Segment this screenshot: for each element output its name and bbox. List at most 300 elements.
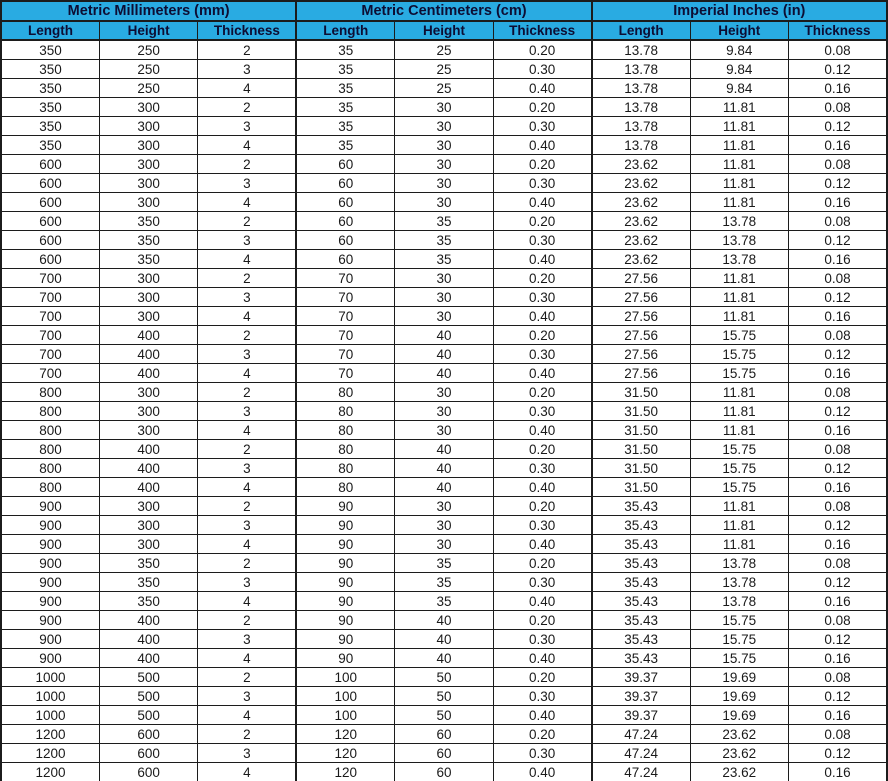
- table-cell: 70: [296, 326, 394, 345]
- table-cell: 60: [395, 744, 493, 763]
- table-cell: 900: [1, 497, 99, 516]
- table-cell: 13.78: [690, 212, 788, 231]
- table-cell: 0.08: [789, 611, 888, 630]
- table-cell: 4: [198, 364, 296, 383]
- table-cell: 30: [395, 155, 493, 174]
- table-row: [1, 649, 887, 668]
- table-cell: 300: [99, 421, 197, 440]
- table-cell: 35.43: [592, 516, 690, 535]
- table-cell: 0.12: [789, 687, 888, 706]
- table-cell: 0.08: [789, 269, 888, 288]
- table-row: [1, 212, 887, 231]
- table-cell: 500: [99, 668, 197, 687]
- table-cell: 31.50: [592, 383, 690, 402]
- table-cell: 9.84: [690, 60, 788, 79]
- table-row: [1, 535, 887, 554]
- table-cell: 23.62: [592, 231, 690, 250]
- table-cell: 0.40: [493, 364, 591, 383]
- table-row: [1, 364, 887, 383]
- table-cell: 350: [1, 136, 99, 155]
- table-cell: 2: [198, 40, 296, 60]
- table-cell: 3: [198, 516, 296, 535]
- column-header-length-cm: Length: [296, 21, 394, 40]
- table-cell: 2: [198, 497, 296, 516]
- table-cell: 35: [296, 79, 394, 98]
- table-cell: 800: [1, 459, 99, 478]
- table-cell: 11.81: [690, 117, 788, 136]
- table-cell: 3: [198, 345, 296, 364]
- table-row: [1, 269, 887, 288]
- table-cell: 0.40: [493, 478, 591, 497]
- table-cell: 350: [99, 212, 197, 231]
- table-cell: 0.16: [789, 649, 888, 668]
- table-cell: 2: [198, 383, 296, 402]
- table-cell: 300: [99, 535, 197, 554]
- table-cell: 900: [1, 630, 99, 649]
- table-row: [1, 763, 887, 781]
- table-cell: 0.40: [493, 136, 591, 155]
- table-cell: 3: [198, 60, 296, 79]
- table-cell: 0.30: [493, 573, 591, 592]
- table-row: [1, 117, 887, 136]
- table-cell: 90: [296, 611, 394, 630]
- table-cell: 0.16: [789, 364, 888, 383]
- table-cell: 35.43: [592, 554, 690, 573]
- table-cell: 900: [1, 516, 99, 535]
- table-cell: 350: [1, 98, 99, 117]
- table-cell: 1000: [1, 668, 99, 687]
- table-cell: 0.40: [493, 193, 591, 212]
- table-cell: 400: [99, 630, 197, 649]
- table-row: [1, 478, 887, 497]
- table-cell: 15.75: [690, 649, 788, 668]
- table-cell: 350: [99, 250, 197, 269]
- table-row: [1, 193, 887, 212]
- table-cell: 70: [296, 307, 394, 326]
- table-cell: 47.24: [592, 763, 690, 781]
- table-cell: 30: [395, 98, 493, 117]
- table-cell: 0.12: [789, 60, 888, 79]
- table-cell: 0.30: [493, 231, 591, 250]
- table-cell: 2: [198, 725, 296, 744]
- table-cell: 90: [296, 535, 394, 554]
- table-cell: 3: [198, 573, 296, 592]
- table-row: [1, 155, 887, 174]
- table-cell: 40: [395, 478, 493, 497]
- table-cell: 11.81: [690, 136, 788, 155]
- table-cell: 27.56: [592, 269, 690, 288]
- table-cell: 0.30: [493, 174, 591, 193]
- table-cell: 40: [395, 326, 493, 345]
- table-cell: 9.84: [690, 40, 788, 60]
- table-cell: 700: [1, 326, 99, 345]
- table-cell: 600: [1, 193, 99, 212]
- table-row: [1, 421, 887, 440]
- table-cell: 15.75: [690, 478, 788, 497]
- table-cell: 30: [395, 117, 493, 136]
- table-cell: 0.20: [493, 212, 591, 231]
- table-cell: 23.62: [592, 193, 690, 212]
- table-cell: 0.20: [493, 725, 591, 744]
- table-cell: 4: [198, 535, 296, 554]
- table-cell: 13.78: [592, 117, 690, 136]
- table-cell: 0.30: [493, 345, 591, 364]
- table-cell: 50: [395, 668, 493, 687]
- table-cell: 800: [1, 383, 99, 402]
- table-row: [1, 554, 887, 573]
- table-cell: 300: [99, 136, 197, 155]
- table-cell: 0.08: [789, 98, 888, 117]
- table-cell: 40: [395, 611, 493, 630]
- column-header-row: [1, 21, 887, 40]
- table-cell: 13.78: [690, 231, 788, 250]
- table-cell: 2: [198, 554, 296, 573]
- table-cell: 0.20: [493, 611, 591, 630]
- table-cell: 35.43: [592, 535, 690, 554]
- table-cell: 70: [296, 345, 394, 364]
- table-cell: 700: [1, 307, 99, 326]
- table-cell: 30: [395, 421, 493, 440]
- table-cell: 25: [395, 79, 493, 98]
- column-header-thickness-mm: Thickness: [198, 21, 296, 40]
- table-cell: 2: [198, 155, 296, 174]
- table-cell: 0.12: [789, 402, 888, 421]
- table-cell: 3: [198, 231, 296, 250]
- table-cell: 350: [1, 117, 99, 136]
- table-cell: 40: [395, 345, 493, 364]
- table-cell: 11.81: [690, 516, 788, 535]
- table-cell: 15.75: [690, 611, 788, 630]
- table-cell: 4: [198, 250, 296, 269]
- table-cell: 15.75: [690, 326, 788, 345]
- table-cell: 19.69: [690, 706, 788, 725]
- table-cell: 0.16: [789, 478, 888, 497]
- table-cell: 0.30: [493, 630, 591, 649]
- table-cell: 11.81: [690, 421, 788, 440]
- table-cell: 0.12: [789, 288, 888, 307]
- table-cell: 250: [99, 60, 197, 79]
- table-cell: 4: [198, 193, 296, 212]
- table-cell: 31.50: [592, 402, 690, 421]
- table-row: [1, 136, 887, 155]
- table-cell: 2: [198, 611, 296, 630]
- table-cell: 0.16: [789, 136, 888, 155]
- table-cell: 23.62: [690, 763, 788, 781]
- table-cell: 600: [99, 744, 197, 763]
- table-row: [1, 250, 887, 269]
- table-cell: 23.62: [592, 212, 690, 231]
- column-header-thickness-in: Thickness: [789, 21, 888, 40]
- table-cell: 0.30: [493, 687, 591, 706]
- table-cell: 11.81: [690, 288, 788, 307]
- table-cell: 0.20: [493, 155, 591, 174]
- table-cell: 3: [198, 630, 296, 649]
- table-cell: 700: [1, 288, 99, 307]
- table-cell: 11.81: [690, 497, 788, 516]
- table-cell: 100: [296, 668, 394, 687]
- table-cell: 11.81: [690, 155, 788, 174]
- table-cell: 35.43: [592, 573, 690, 592]
- table-cell: 0.16: [789, 421, 888, 440]
- table-cell: 400: [99, 459, 197, 478]
- table-cell: 11.81: [690, 383, 788, 402]
- table-cell: 0.20: [493, 497, 591, 516]
- table-cell: 0.40: [493, 706, 591, 725]
- table-cell: 13.78: [690, 554, 788, 573]
- table-cell: 40: [395, 364, 493, 383]
- table-cell: 4: [198, 478, 296, 497]
- table-cell: 1200: [1, 744, 99, 763]
- table-cell: 120: [296, 763, 394, 781]
- table-cell: 11.81: [690, 193, 788, 212]
- table-cell: 0.30: [493, 459, 591, 478]
- table-cell: 400: [99, 611, 197, 630]
- table-cell: 400: [99, 440, 197, 459]
- table-cell: 30: [395, 174, 493, 193]
- table-cell: 900: [1, 611, 99, 630]
- table-cell: 90: [296, 497, 394, 516]
- table-cell: 0.20: [493, 98, 591, 117]
- table-cell: 400: [99, 364, 197, 383]
- group-header-metric-mm: Metric Millimeters (mm): [1, 1, 296, 21]
- table-cell: 300: [99, 383, 197, 402]
- table-row: [1, 231, 887, 250]
- table-cell: 60: [395, 725, 493, 744]
- table-cell: 1200: [1, 763, 99, 781]
- table-cell: 300: [99, 174, 197, 193]
- table-cell: 300: [99, 155, 197, 174]
- table-cell: 15.75: [690, 459, 788, 478]
- table-cell: 31.50: [592, 440, 690, 459]
- table-cell: 30: [395, 497, 493, 516]
- table-row: [1, 40, 887, 60]
- table-cell: 3: [198, 687, 296, 706]
- table-cell: 4: [198, 592, 296, 611]
- table-cell: 11.81: [690, 269, 788, 288]
- table-cell: 350: [1, 40, 99, 60]
- table-cell: 11.81: [690, 307, 788, 326]
- table-cell: 0.20: [493, 383, 591, 402]
- table-cell: 2: [198, 98, 296, 117]
- table-cell: 300: [99, 516, 197, 535]
- table-cell: 30: [395, 307, 493, 326]
- table-cell: 300: [99, 193, 197, 212]
- table-row: [1, 60, 887, 79]
- table-cell: 1000: [1, 687, 99, 706]
- table-cell: 40: [395, 440, 493, 459]
- table-cell: 35.43: [592, 497, 690, 516]
- table-cell: 0.12: [789, 516, 888, 535]
- table-cell: 35: [395, 250, 493, 269]
- table-row: [1, 725, 887, 744]
- column-header-thickness-cm: Thickness: [493, 21, 591, 40]
- table-cell: 0.40: [493, 421, 591, 440]
- table-cell: 3: [198, 459, 296, 478]
- table-row: [1, 611, 887, 630]
- table-cell: 35.43: [592, 630, 690, 649]
- column-header-length-mm: Length: [1, 21, 99, 40]
- table-cell: 600: [1, 174, 99, 193]
- table-cell: 3: [198, 117, 296, 136]
- table-cell: 120: [296, 725, 394, 744]
- table-cell: 30: [395, 193, 493, 212]
- table-cell: 300: [99, 288, 197, 307]
- table-cell: 4: [198, 136, 296, 155]
- table-cell: 13.78: [592, 60, 690, 79]
- table-header: [1, 1, 887, 40]
- table-cell: 0.40: [493, 592, 591, 611]
- group-header-metric-cm: Metric Centimeters (cm): [296, 1, 591, 21]
- table-cell: 90: [296, 516, 394, 535]
- table-cell: 600: [1, 212, 99, 231]
- table-cell: 0.16: [789, 79, 888, 98]
- table-cell: 0.40: [493, 763, 591, 781]
- table-row: [1, 573, 887, 592]
- table-cell: 15.75: [690, 345, 788, 364]
- column-header-length-in: Length: [592, 21, 690, 40]
- table-cell: 13.78: [690, 573, 788, 592]
- table-cell: 350: [1, 79, 99, 98]
- table-cell: 70: [296, 269, 394, 288]
- table-cell: 300: [99, 117, 197, 136]
- table-cell: 3: [198, 402, 296, 421]
- table-cell: 0.40: [493, 307, 591, 326]
- table-cell: 31.50: [592, 421, 690, 440]
- table-row: [1, 630, 887, 649]
- table-cell: 0.20: [493, 40, 591, 60]
- table-cell: 31.50: [592, 478, 690, 497]
- table-cell: 0.08: [789, 440, 888, 459]
- table-cell: 400: [99, 326, 197, 345]
- table-cell: 13.78: [592, 79, 690, 98]
- table-cell: 1200: [1, 725, 99, 744]
- table-cell: 25: [395, 40, 493, 60]
- table-cell: 30: [395, 136, 493, 155]
- table-cell: 100: [296, 687, 394, 706]
- table-cell: 4: [198, 79, 296, 98]
- table-cell: 500: [99, 706, 197, 725]
- table-cell: 0.08: [789, 326, 888, 345]
- table-cell: 30: [395, 516, 493, 535]
- table-cell: 27.56: [592, 307, 690, 326]
- table-cell: 0.16: [789, 706, 888, 725]
- table-cell: 0.40: [493, 535, 591, 554]
- table-cell: 90: [296, 592, 394, 611]
- table-cell: 35: [296, 117, 394, 136]
- table-cell: 35: [296, 98, 394, 117]
- table-cell: 500: [99, 687, 197, 706]
- table-cell: 350: [99, 231, 197, 250]
- table-cell: 15.75: [690, 364, 788, 383]
- table-cell: 60: [296, 155, 394, 174]
- table-cell: 35: [395, 212, 493, 231]
- table-cell: 120: [296, 744, 394, 763]
- table-cell: 80: [296, 459, 394, 478]
- table-cell: 400: [99, 649, 197, 668]
- table-cell: 0.40: [493, 649, 591, 668]
- table-cell: 0.40: [493, 250, 591, 269]
- table-cell: 90: [296, 554, 394, 573]
- table-cell: 600: [1, 155, 99, 174]
- table-cell: 0.30: [493, 744, 591, 763]
- table-cell: 30: [395, 383, 493, 402]
- table-cell: 0.16: [789, 307, 888, 326]
- table-cell: 3: [198, 174, 296, 193]
- table-cell: 27.56: [592, 364, 690, 383]
- table-cell: 4: [198, 763, 296, 781]
- table-cell: 60: [296, 193, 394, 212]
- column-header-height-cm: Height: [395, 21, 493, 40]
- table-row: [1, 288, 887, 307]
- table-cell: 30: [395, 535, 493, 554]
- table-row: [1, 307, 887, 326]
- table-cell: 23.62: [592, 155, 690, 174]
- table-cell: 80: [296, 421, 394, 440]
- table-cell: 0.12: [789, 117, 888, 136]
- table-cell: 0.08: [789, 554, 888, 573]
- table-cell: 39.37: [592, 706, 690, 725]
- table-cell: 70: [296, 364, 394, 383]
- table-cell: 2: [198, 668, 296, 687]
- table-cell: 13.78: [690, 250, 788, 269]
- table-cell: 0.20: [493, 326, 591, 345]
- table-cell: 11.81: [690, 535, 788, 554]
- table-cell: 35.43: [592, 592, 690, 611]
- table-cell: 9.84: [690, 79, 788, 98]
- table-cell: 90: [296, 630, 394, 649]
- table-cell: 0.08: [789, 725, 888, 744]
- table-cell: 0.20: [493, 554, 591, 573]
- table-row: [1, 706, 887, 725]
- table-cell: 700: [1, 364, 99, 383]
- table-cell: 13.78: [592, 136, 690, 155]
- table-cell: 35: [296, 40, 394, 60]
- table-cell: 0.08: [789, 40, 888, 60]
- table-cell: 0.30: [493, 60, 591, 79]
- table-cell: 0.12: [789, 630, 888, 649]
- table-cell: 0.16: [789, 592, 888, 611]
- table-cell: 400: [99, 478, 197, 497]
- table-cell: 31.50: [592, 459, 690, 478]
- table-row: [1, 383, 887, 402]
- table-cell: 47.24: [592, 725, 690, 744]
- table-cell: 0.20: [493, 440, 591, 459]
- table-cell: 15.75: [690, 440, 788, 459]
- table-cell: 600: [99, 725, 197, 744]
- table-row: [1, 592, 887, 611]
- table-cell: 19.69: [690, 668, 788, 687]
- table-cell: 350: [99, 554, 197, 573]
- table-cell: 11.81: [690, 402, 788, 421]
- table-cell: 27.56: [592, 345, 690, 364]
- table-cell: 2: [198, 326, 296, 345]
- table-cell: 39.37: [592, 668, 690, 687]
- table-cell: 300: [99, 402, 197, 421]
- table-cell: 4: [198, 706, 296, 725]
- table-cell: 0.08: [789, 212, 888, 231]
- table-cell: 25: [395, 60, 493, 79]
- table-cell: 0.08: [789, 668, 888, 687]
- table-cell: 0.12: [789, 744, 888, 763]
- table-cell: 40: [395, 630, 493, 649]
- table-cell: 40: [395, 649, 493, 668]
- table-cell: 4: [198, 307, 296, 326]
- table-cell: 400: [99, 345, 197, 364]
- table-cell: 350: [99, 592, 197, 611]
- table-cell: 90: [296, 573, 394, 592]
- table-cell: 0.30: [493, 516, 591, 535]
- column-header-height-mm: Height: [99, 21, 197, 40]
